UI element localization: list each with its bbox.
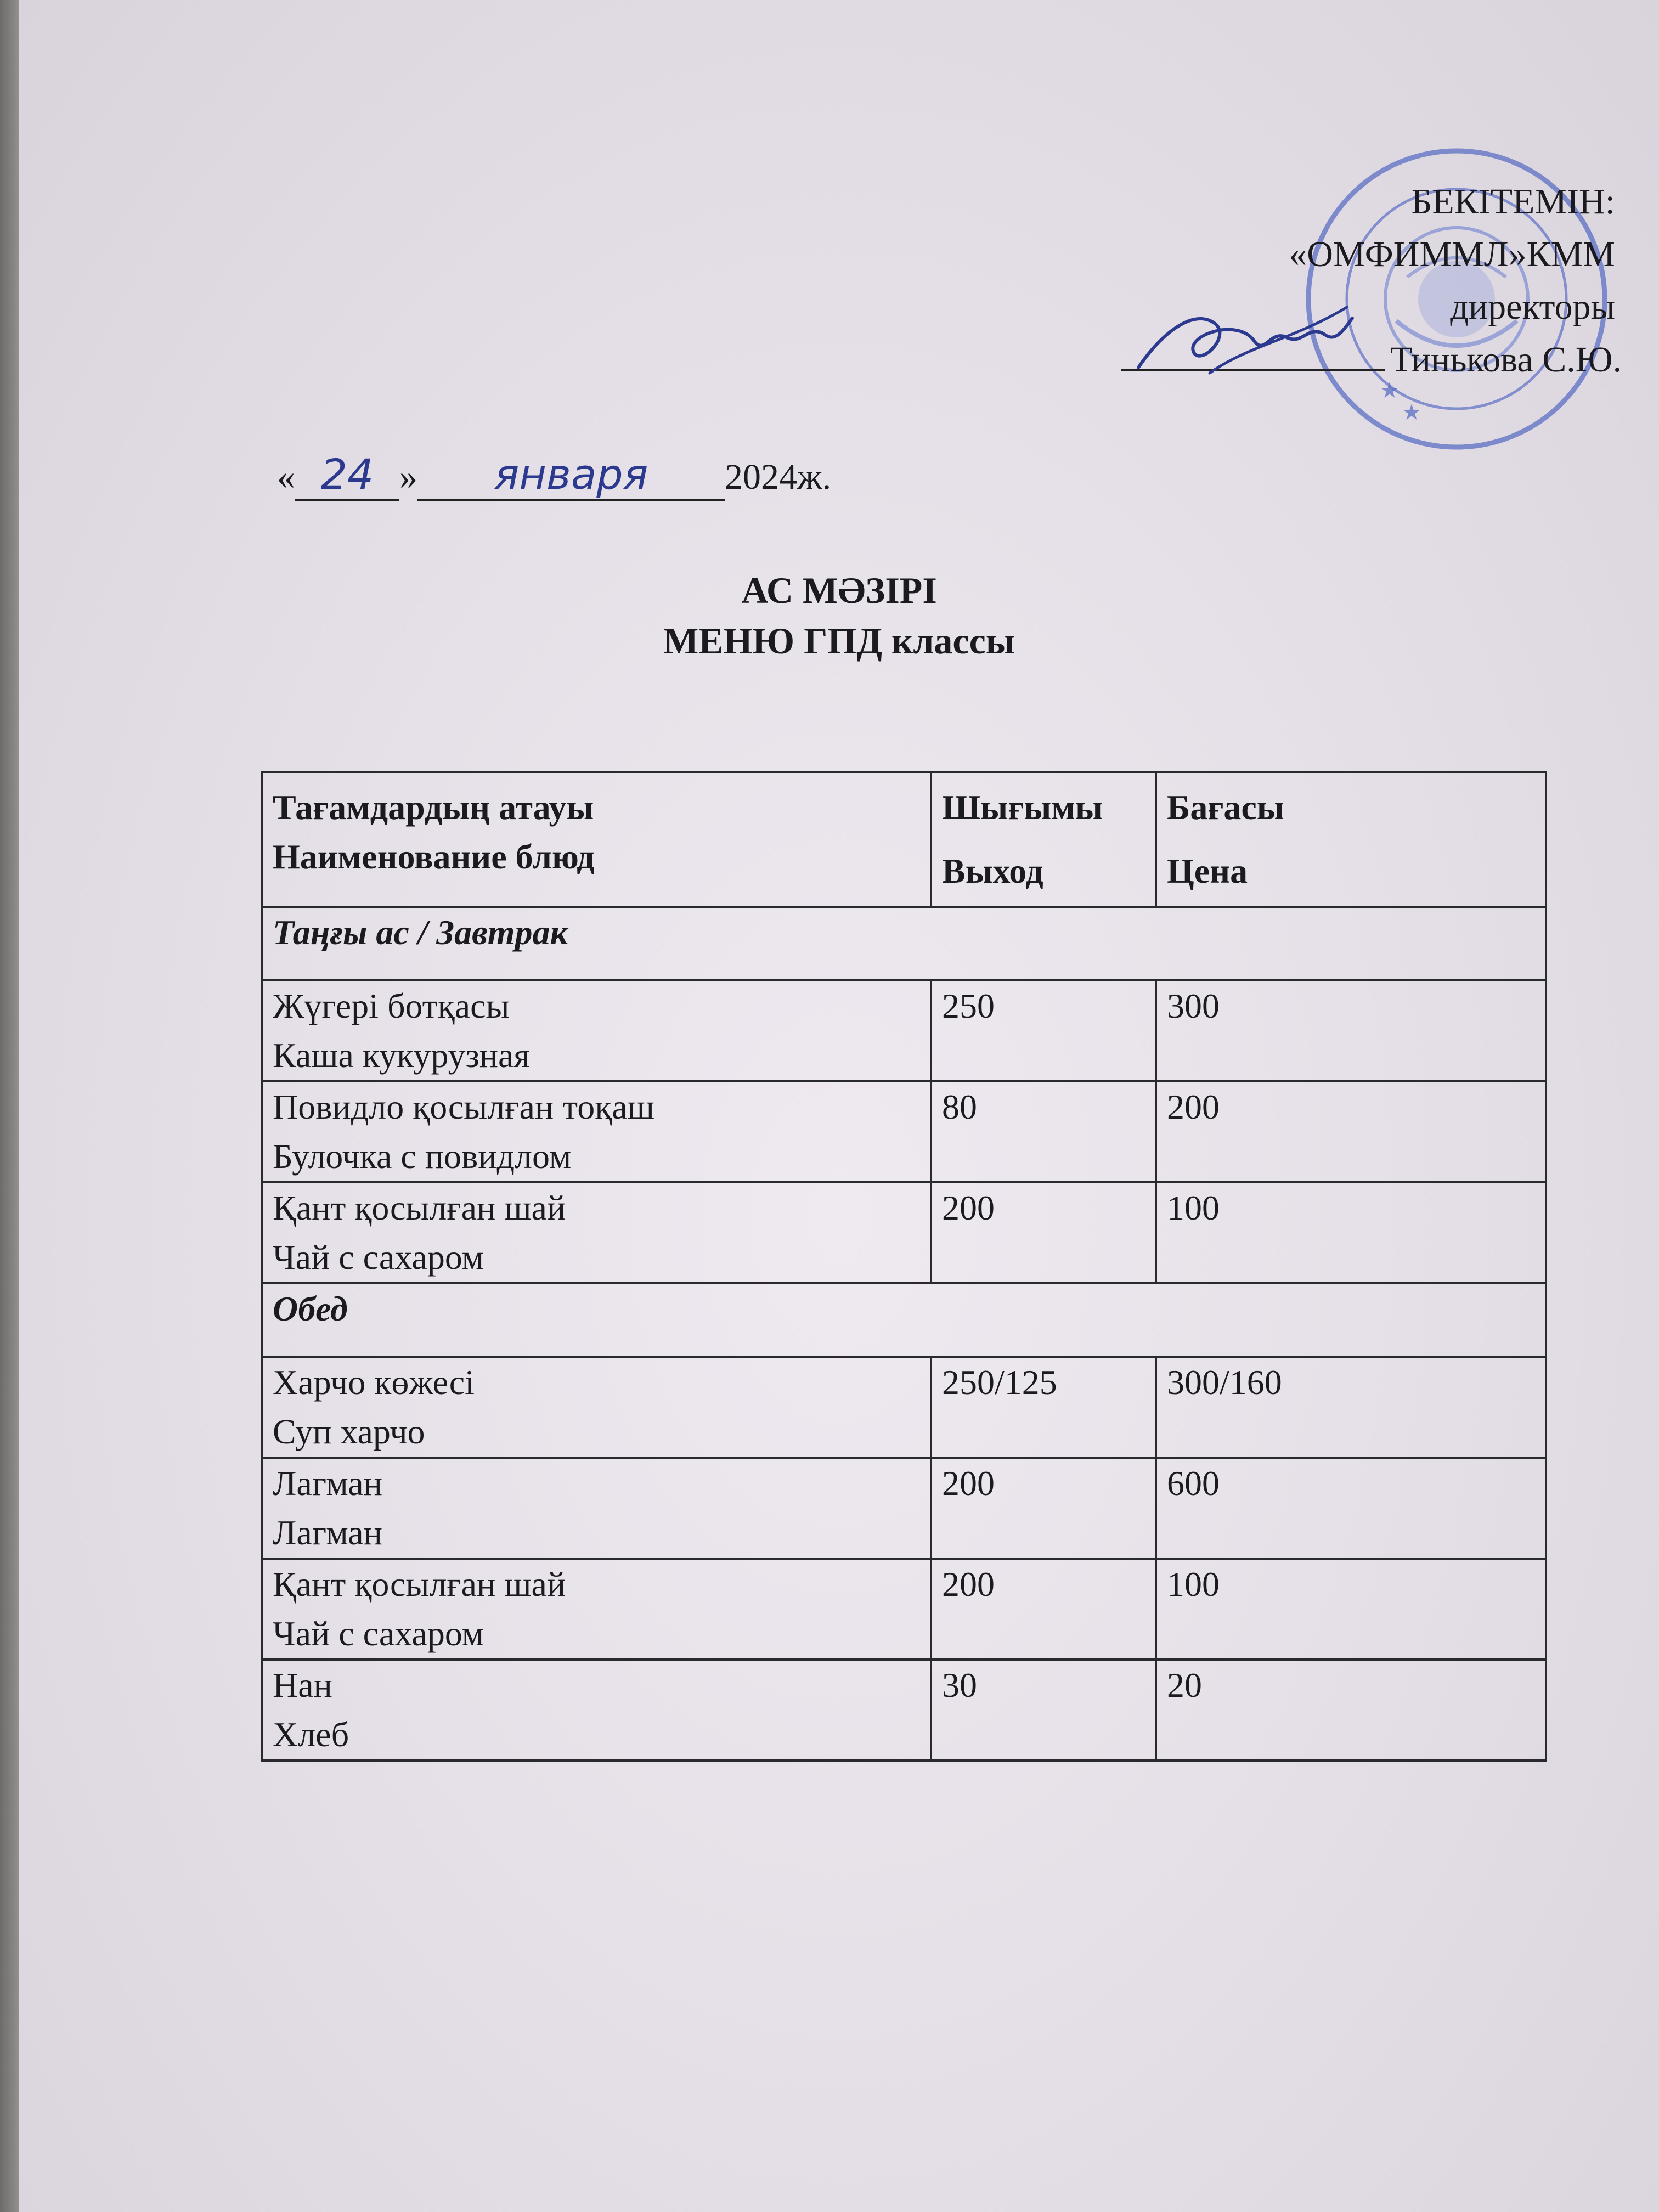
svg-text:★: ★ bbox=[1402, 400, 1421, 425]
date-open-quote: « bbox=[277, 457, 295, 497]
header-output-kz: Шығымы bbox=[942, 788, 1103, 827]
dish-name-cell bbox=[262, 1660, 931, 1760]
title-ru: МЕНЮ ГПД классы bbox=[663, 620, 1015, 662]
menu-table bbox=[261, 771, 1547, 1762]
dish-price: 200 bbox=[1156, 1081, 1546, 1182]
header-dish-name bbox=[262, 772, 931, 907]
table-row bbox=[262, 1081, 1546, 1182]
dish-name-kz: Лагман bbox=[273, 1464, 382, 1503]
dish-price: 100 bbox=[1156, 1559, 1546, 1660]
approval-organization: «ОМФИММЛ»КММ bbox=[1289, 234, 1615, 274]
dish-output: 250/125 bbox=[931, 1357, 1156, 1458]
table-row bbox=[262, 1182, 1546, 1283]
dish-name-cell bbox=[262, 1081, 931, 1182]
table-row bbox=[262, 980, 1546, 1081]
header-price-kz: Бағасы bbox=[1167, 788, 1284, 827]
dish-price: 300/160 bbox=[1156, 1357, 1546, 1458]
dish-name-cell bbox=[262, 1357, 931, 1458]
document-title bbox=[19, 565, 1659, 666]
dish-name-ru: Суп харчо bbox=[273, 1412, 425, 1451]
dish-name-kz: Жүгері ботқасы bbox=[273, 986, 510, 1025]
dish-name-cell bbox=[262, 1559, 931, 1660]
title-kz: АС МӘЗІРІ bbox=[741, 569, 937, 611]
date-year: 2024ж. bbox=[725, 457, 832, 497]
approval-position: директоры bbox=[1450, 287, 1615, 327]
dish-name-ru: Булочка с повидлом bbox=[273, 1137, 572, 1176]
section-row-lunch bbox=[262, 1283, 1546, 1357]
director-name: Тинькова С.Ю. bbox=[1390, 340, 1622, 380]
table-header-row bbox=[262, 772, 1546, 907]
dish-name-ru: Чай с сахаром bbox=[273, 1614, 484, 1653]
date-line bbox=[277, 450, 831, 501]
dish-name-kz: Қант қосылған шай bbox=[273, 1565, 566, 1604]
approval-title: БЕКІТЕМІН: bbox=[1411, 182, 1615, 222]
dish-name-cell bbox=[262, 1458, 931, 1559]
svg-text:★: ★ bbox=[1380, 378, 1400, 403]
dish-name-ru: Лагман bbox=[273, 1513, 382, 1552]
dish-name-kz: Қант қосылған шай bbox=[273, 1188, 566, 1227]
dish-output: 200 bbox=[931, 1458, 1156, 1559]
handwritten-signature-icon bbox=[1127, 285, 1358, 390]
dish-price: 20 bbox=[1156, 1660, 1546, 1760]
date-month: января bbox=[417, 450, 725, 501]
dish-output: 80 bbox=[931, 1081, 1156, 1182]
dish-name-kz: Харчо көжесі bbox=[273, 1363, 475, 1402]
dish-name-cell bbox=[262, 1182, 931, 1283]
dish-price: 100 bbox=[1156, 1182, 1546, 1283]
dish-name-ru: Чай с сахаром bbox=[273, 1238, 484, 1277]
table-row bbox=[262, 1559, 1546, 1660]
section-row-breakfast bbox=[262, 907, 1546, 980]
header-dish-name-kz: Тағамдардың атауы bbox=[273, 788, 594, 827]
table-row bbox=[262, 1660, 1546, 1760]
header-output bbox=[931, 772, 1156, 907]
dish-name-ru: Хлеб bbox=[273, 1715, 349, 1754]
dish-name-cell bbox=[262, 980, 931, 1081]
dish-name-ru: Каша кукурузная bbox=[273, 1036, 530, 1075]
menu-document bbox=[19, 0, 1659, 2212]
date-close-quote: » bbox=[399, 457, 417, 497]
section-title: Таңғы ас / Завтрак bbox=[262, 907, 1546, 980]
dish-output: 200 bbox=[931, 1559, 1156, 1660]
section-title: Обед bbox=[262, 1283, 1546, 1357]
table-row bbox=[262, 1357, 1546, 1458]
dish-price: 300 bbox=[1156, 980, 1546, 1081]
date-day: 24 bbox=[295, 450, 399, 501]
dish-price: 600 bbox=[1156, 1458, 1546, 1559]
table-row bbox=[262, 1458, 1546, 1559]
header-dish-name-ru: Наименование блюд bbox=[273, 837, 595, 876]
dish-name-kz: Нан bbox=[273, 1666, 332, 1705]
dish-output: 200 bbox=[931, 1182, 1156, 1283]
header-price-ru: Цена bbox=[1167, 851, 1248, 890]
dish-output: 30 bbox=[931, 1660, 1156, 1760]
header-output-ru: Выход bbox=[942, 851, 1043, 890]
dish-output: 250 bbox=[931, 980, 1156, 1081]
dish-name-kz: Повидло қосылған тоқаш bbox=[273, 1087, 655, 1126]
header-price bbox=[1156, 772, 1546, 907]
